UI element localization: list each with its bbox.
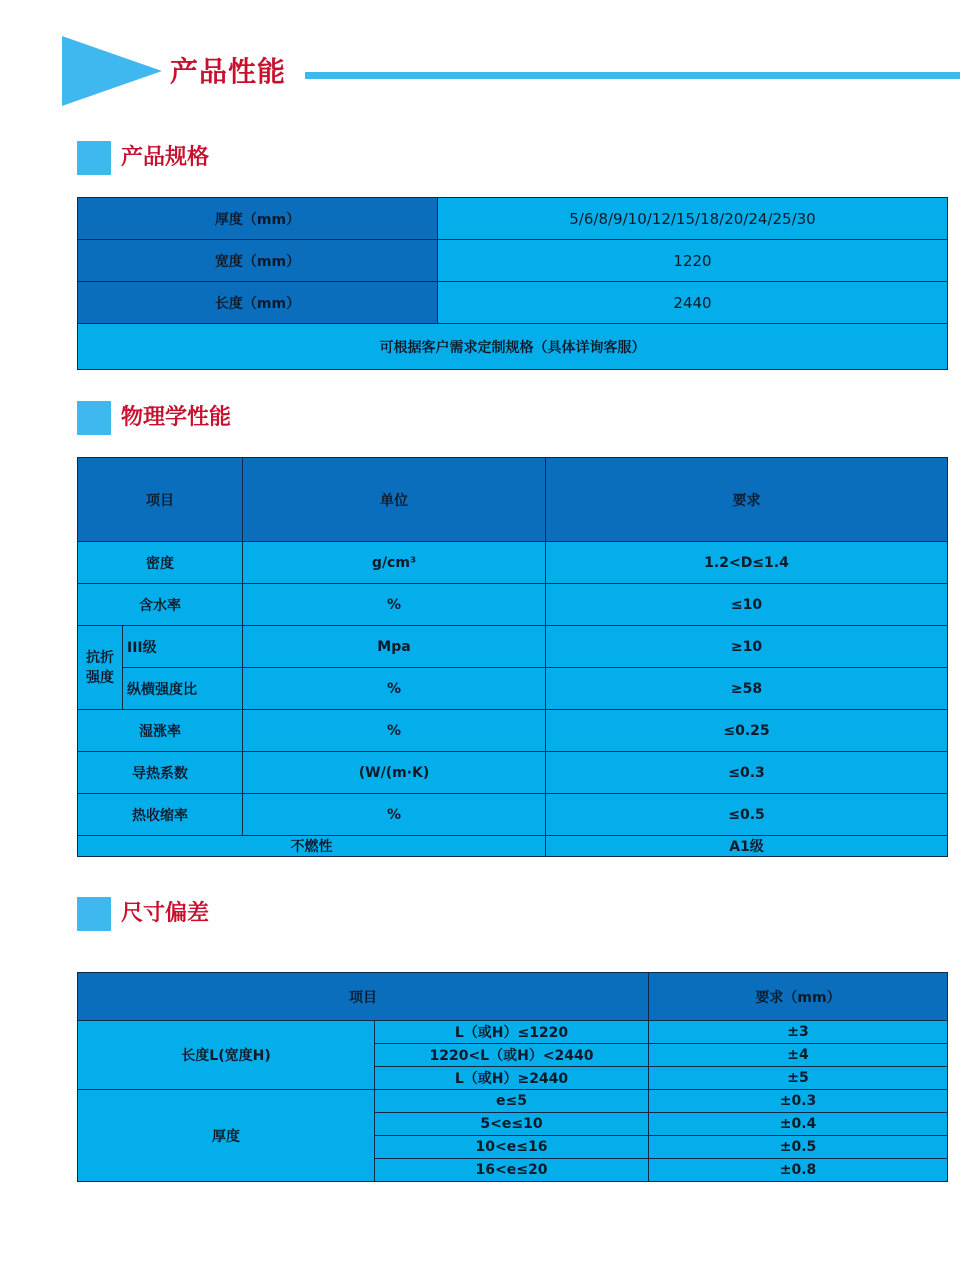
header-divider — [305, 72, 960, 79]
column-header: 要求（mm） — [649, 973, 948, 1021]
req-cell: ≤10 — [546, 584, 948, 626]
section-title: 产品规格 — [121, 145, 210, 170]
req-cell: A1级 — [546, 836, 948, 857]
item-cell: III级 — [123, 626, 243, 668]
page-header — [0, 0, 980, 120]
table-header-row — [78, 973, 948, 1021]
req-cell: ±5 — [649, 1067, 948, 1090]
section-square-icon — [77, 141, 111, 175]
group-cell: 长度L(宽度H) — [78, 1021, 375, 1090]
spec-value: 2440 — [438, 282, 948, 324]
item-cell: 含水率 — [78, 584, 243, 626]
table-row — [78, 626, 948, 668]
spec-label: 厚度（mm） — [78, 198, 438, 240]
spec-label: 长度（mm） — [78, 282, 438, 324]
req-cell: ±4 — [649, 1044, 948, 1067]
group-cell: 厚度 — [78, 1090, 375, 1182]
item-cell: 湿涨率 — [78, 710, 243, 752]
column-header: 要求 — [546, 458, 948, 542]
req-cell: ±0.4 — [649, 1113, 948, 1136]
cond-cell: 1220<L（或H）<2440 — [375, 1044, 649, 1067]
table-row — [78, 584, 948, 626]
cond-cell: 10<e≤16 — [375, 1136, 649, 1159]
cond-cell: 5<e≤10 — [375, 1113, 649, 1136]
unit-cell: % — [243, 710, 546, 752]
req-cell: ±0.3 — [649, 1090, 948, 1113]
column-header: 单位 — [243, 458, 546, 542]
unit-cell: % — [243, 668, 546, 710]
table-row — [78, 324, 948, 370]
table-header-row — [78, 458, 948, 542]
column-header: 项目 — [78, 973, 649, 1021]
req-cell: ≤0.3 — [546, 752, 948, 794]
section-title: 物理学性能 — [121, 405, 232, 430]
table-row — [78, 794, 948, 836]
item-cell: 热收缩率 — [78, 794, 243, 836]
table-row — [78, 1021, 948, 1044]
table-row — [78, 198, 948, 240]
unit-cell: Mpa — [243, 626, 546, 668]
cond-cell: 16<e≤20 — [375, 1159, 649, 1182]
table-row — [78, 240, 948, 282]
physical-table — [77, 457, 948, 857]
spec-value: 5/6/8/9/10/12/15/18/20/24/25/30 — [438, 198, 948, 240]
table-row — [78, 752, 948, 794]
group-cell: 抗折强度 — [78, 626, 123, 710]
table-row — [78, 1090, 948, 1113]
unit-cell: g/cm³ — [243, 542, 546, 584]
req-cell: ±0.5 — [649, 1136, 948, 1159]
section-square-icon — [77, 897, 111, 931]
header-arrow-icon — [62, 36, 162, 106]
req-cell: ≤0.25 — [546, 710, 948, 752]
spec-table — [77, 197, 948, 370]
cond-cell: L（或H）≥2440 — [375, 1067, 649, 1090]
item-cell: 不燃性 — [78, 836, 546, 857]
unit-cell: (W/(m·K) — [243, 752, 546, 794]
table-row — [78, 282, 948, 324]
unit-cell: % — [243, 584, 546, 626]
cond-cell: L（或H）≤1220 — [375, 1021, 649, 1044]
table-row — [78, 542, 948, 584]
req-cell: ≤0.5 — [546, 794, 948, 836]
req-cell: ±0.8 — [649, 1159, 948, 1182]
page-title: 产品性能 — [170, 55, 287, 88]
req-cell: ≥58 — [546, 668, 948, 710]
table-row — [78, 836, 948, 857]
column-header: 项目 — [78, 458, 243, 542]
item-cell: 密度 — [78, 542, 243, 584]
cond-cell: e≤5 — [375, 1090, 649, 1113]
spec-label: 宽度（mm） — [78, 240, 438, 282]
table-row — [78, 668, 948, 710]
section-title: 尺寸偏差 — [121, 901, 210, 926]
spec-note: 可根据客户需求定制规格（具体详询客服） — [78, 324, 948, 370]
item-cell: 纵横强度比 — [123, 668, 243, 710]
spec-value: 1220 — [438, 240, 948, 282]
req-cell: ±3 — [649, 1021, 948, 1044]
req-cell: 1.2<D≤1.4 — [546, 542, 948, 584]
section-square-icon — [77, 401, 111, 435]
item-cell: 导热系数 — [78, 752, 243, 794]
table-row — [78, 710, 948, 752]
req-cell: ≥10 — [546, 626, 948, 668]
unit-cell: % — [243, 794, 546, 836]
tolerance-table — [77, 972, 948, 1182]
